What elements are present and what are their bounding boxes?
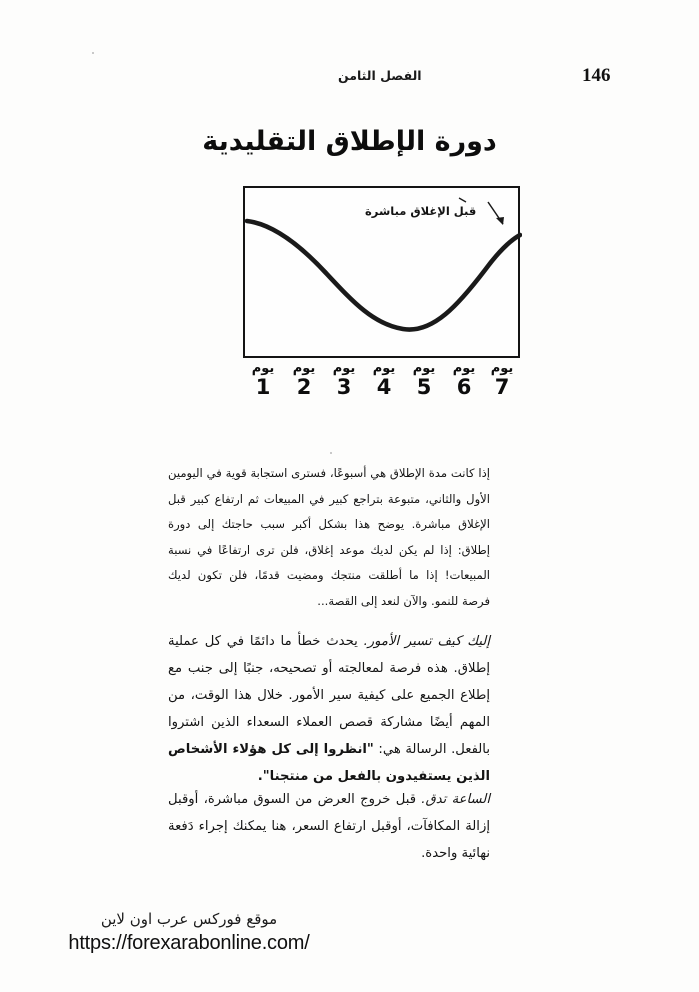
paragraph-three [168,786,490,867]
axis-tick-number: 7 [494,375,510,399]
page-number: 146 [582,65,611,86]
axis-tick-number: 3 [336,375,352,399]
axis-tick-number: 2 [296,375,312,399]
sales-curve-path [247,221,520,330]
paragraph-two-rest: يحدث خطأ ما دائمًا في كل عملية إطلاق. هذه فرصة لمعالجته أو تصحيحه، جنبًا إلى جنب مع إطلاع الجميع على كيفية سير الأمور. خلال هذا الوقت، من المهم أيضًا مشاركة قصص العملاء السعداء الذين اشتروا بالفعل. الرسالة هي: [168,634,490,757]
chapter-header: الفصل الثامن [338,68,422,83]
footer-url[interactable]: https://forexarabonline.com/ [68,932,310,954]
axis-tick-word: يوم [372,361,396,376]
page-title: دورة الإطلاق التقليدية [202,126,497,157]
axis-tick-number: 5 [416,375,432,399]
paragraph-two-lead: إليك كيف تسير الأمور. [363,634,490,649]
axis-tick-word: يوم [292,361,316,376]
axis-tick-word: يوم [251,361,275,376]
annotation-leader-tick [459,198,466,202]
footer-site-name: موقع فوركس عرب اون لاين [100,910,278,928]
axis-tick-word: يوم [490,361,514,376]
axis-tick-3 [324,361,364,399]
scan-speck [92,52,94,54]
scan-speck [330,452,332,454]
footer-watermark [24,908,354,956]
launch-cycle-figure [240,183,524,423]
chart-x-axis-labels [243,361,520,419]
annotation-arrow-head [496,217,504,225]
paragraph-two [168,628,490,790]
chart-annotation-label: قبل الإغلاق مباشرة [365,204,477,218]
axis-tick-5 [404,361,444,399]
paragraph-three-lead: الساعة تدق. [421,792,490,807]
axis-tick-word: يوم [412,361,436,376]
paragraph-three-rest: قبل خروج العرض من السوق مباشرة، أوقبل إزالة المكافآت، أوقبل ارتفاع السعر، هنا يمكنك إجراء دَفعة نهائية واحدة. [168,792,490,861]
page-header [0,65,699,92]
axis-tick-6 [444,361,484,399]
chart-plot-area [243,186,520,358]
axis-tick-2 [284,361,324,399]
axis-tick-4 [364,361,404,399]
paragraph-one: إذا كانت مدة الإطلاق هي أسبوعًا، فسترى استجابة قوية في اليومين الأول والثاني، متبوعة بتراجع كبير في المبيعات ثم ارتفاع كبير قبل الإغلاق مباشرة. يوضح هذا بشكل أكبر سبب حاجتك إلى دورة إطلاق: إذا لم يكن لديك موعد إغلاق، فلن ترى ارتفاعًا في نسبة المبيعات! إذا ما أطلقت منتجك ومضيت قدمًا، فلن تكون لديك فرصة للنمو. والآن لنعد إلى القصة... [168,466,490,608]
axis-tick-word: يوم [332,361,356,376]
axis-tick-number: 4 [376,375,392,399]
axis-tick-word: يوم [452,361,476,376]
axis-tick-number: 1 [255,375,271,399]
axis-tick-number: 6 [456,375,472,399]
axis-tick-1 [243,361,283,399]
paragraph-two-quote: "انظروا إلى كل هؤلاء الأشخاص الذين يستفيدون بالفعل من منتجنا". [168,742,490,784]
axis-tick-7 [482,361,522,399]
